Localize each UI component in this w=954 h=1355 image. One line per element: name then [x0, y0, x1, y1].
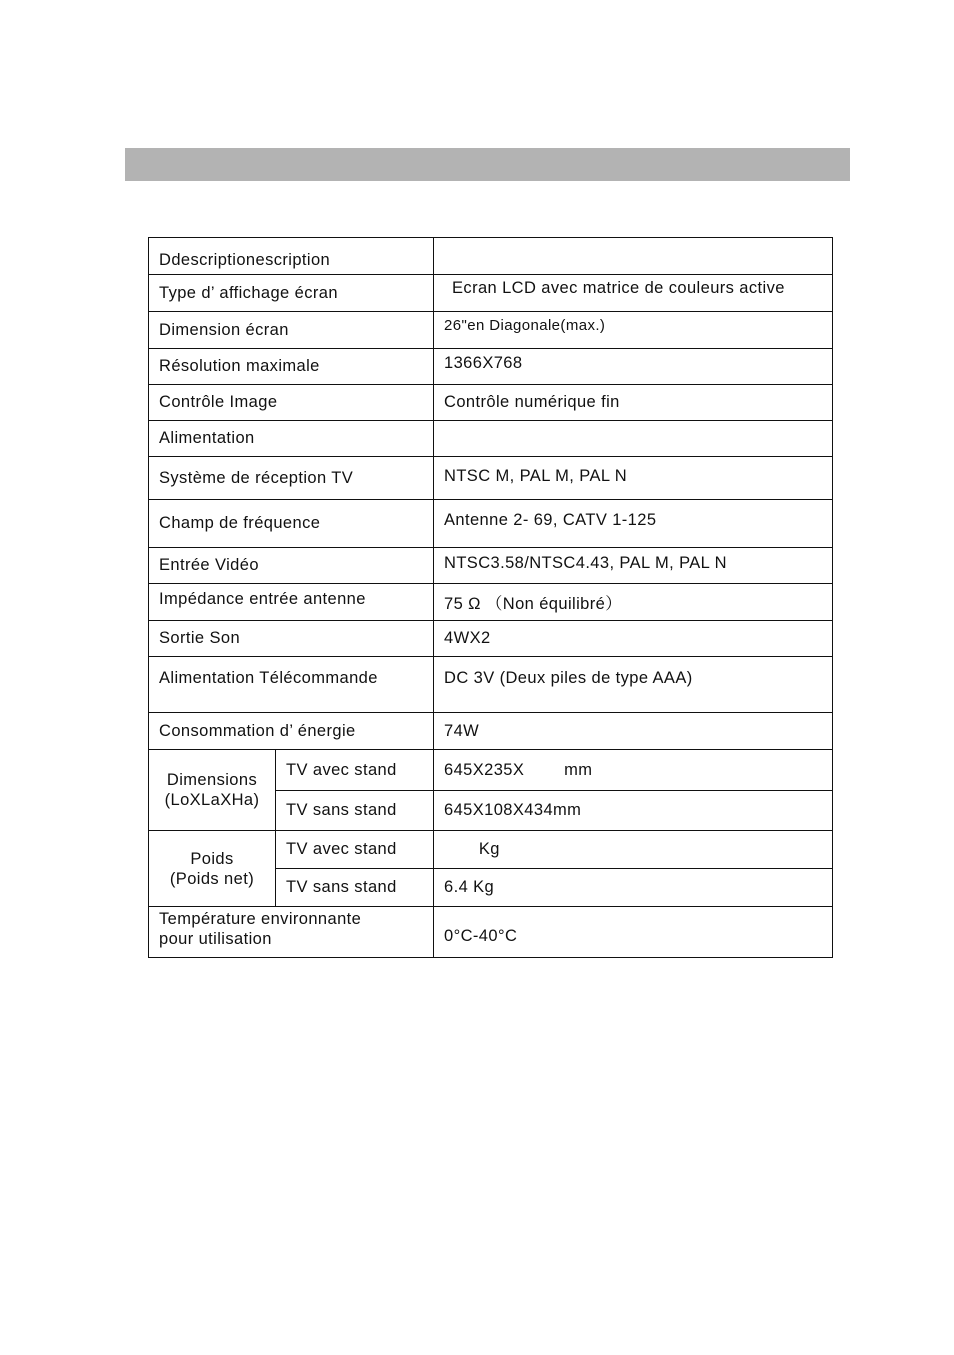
- weight-without-stand-label: TV sans stand: [276, 869, 434, 907]
- row-value: Antenne 2- 69, CATV 1-125: [434, 500, 833, 548]
- table-row: [149, 421, 833, 457]
- dimensions-label: Dimensions: [166, 771, 258, 789]
- row-value: NTSC M, PAL M, PAL N: [434, 457, 833, 500]
- weight-without-stand-value: 6.4 Kg: [434, 869, 833, 907]
- table-row: [149, 312, 833, 349]
- header-value: [434, 238, 833, 275]
- row-value: NTSC3.58/NTSC4.43, PAL M, PAL N: [434, 548, 833, 584]
- row-label: Contrôle Image: [149, 385, 434, 421]
- dimensions-with-stand-value: 645X235X mm: [434, 750, 833, 791]
- row-label: Alimentation Télécommande: [149, 657, 434, 713]
- table-row: [149, 657, 833, 713]
- table-row: [149, 275, 833, 312]
- specifications-table: [148, 237, 833, 958]
- table-row: [149, 500, 833, 548]
- dimensions-without-stand-value: 645X108X434mm: [434, 791, 833, 831]
- dimensions-with-stand-label: TV avec stand: [276, 750, 434, 791]
- row-value: 4WX2: [434, 621, 833, 657]
- dimensions-axes-label: (LoXLaXHa): [164, 791, 260, 809]
- temperature-label-line1: Température environnante: [159, 910, 362, 928]
- row-value: Contrôle numérique fin: [434, 385, 833, 421]
- row-label: Alimentation: [149, 421, 434, 457]
- weight-row-with-stand: [149, 831, 833, 869]
- table-row: [149, 621, 833, 657]
- row-label: Système de réception TV: [149, 457, 434, 500]
- row-value: 26"en Diagonale(max.): [434, 312, 833, 349]
- row-label: Résolution maximale: [149, 349, 434, 385]
- weight-with-stand-value: Kg: [434, 831, 833, 869]
- temperature-label-line2: pour utilisation: [159, 930, 272, 948]
- dimensions-without-stand-label: TV sans stand: [276, 791, 434, 831]
- row-label: Entrée Vidéo: [149, 548, 434, 584]
- row-value: 74W: [434, 713, 833, 750]
- weight-group-label: [149, 831, 276, 907]
- row-label: Dimension écran: [149, 312, 434, 349]
- table-row: [149, 349, 833, 385]
- row-label: Sortie Son: [149, 621, 434, 657]
- table-row: [149, 457, 833, 500]
- temperature-label: [149, 907, 434, 958]
- temperature-row: [149, 907, 833, 958]
- dimensions-row-with-stand: [149, 750, 833, 791]
- dimensions-group-label: [149, 750, 276, 831]
- weight-with-stand-label: TV avec stand: [276, 831, 434, 869]
- row-value: 75 Ω （Non équilibré）: [434, 584, 833, 621]
- table-header-row: [149, 238, 833, 275]
- header-label: Ddescriptionescription: [149, 238, 434, 275]
- weight-label: Poids: [190, 849, 234, 868]
- table-row: [149, 548, 833, 584]
- table-row: [149, 713, 833, 750]
- weight-net-label: (Poids net): [169, 869, 255, 888]
- table-row: [149, 385, 833, 421]
- row-label: Champ de fréquence: [149, 500, 434, 548]
- row-value: [434, 421, 833, 457]
- row-value: Ecran LCD avec matrice de couleurs active: [434, 275, 833, 312]
- row-label: Type d’ affichage écran: [149, 275, 434, 312]
- section-header-bar: [125, 148, 850, 181]
- table-row: [149, 584, 833, 621]
- row-value: DC 3V (Deux piles de type AAA): [434, 657, 833, 713]
- row-label: Impédance entrée antenne: [149, 584, 434, 621]
- temperature-value: 0°C-40°C: [434, 907, 833, 958]
- row-value: 1366X768: [434, 349, 833, 385]
- row-label: Consommation d’ énergie: [149, 713, 434, 750]
